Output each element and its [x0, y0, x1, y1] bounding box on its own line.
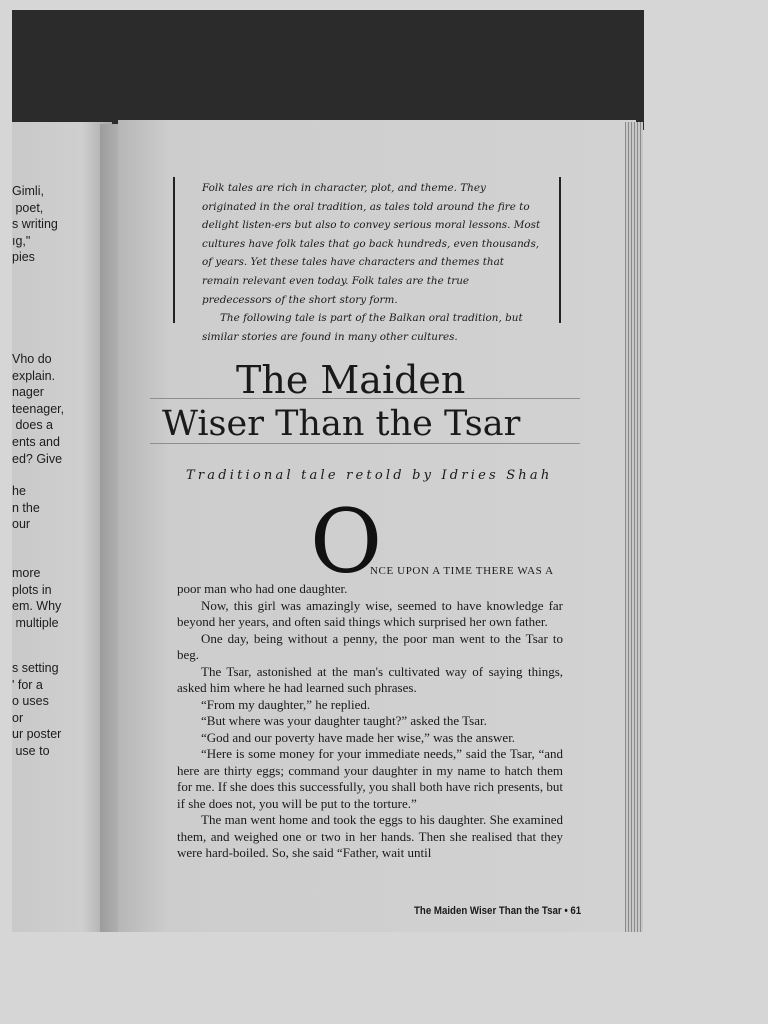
story-paragraph: The man went home and took the eggs to his daughter. She examined them, and weighed one or two in her hands. Then she realised that they were hard-boiled. So, she said “Father, wait until: [177, 812, 563, 860]
left-page-fragment: Vho do: [12, 352, 52, 366]
left-page-fragment: n the: [12, 500, 40, 515]
story-paragraph: “God and our poverty have made her wise,” was the answer.: [201, 729, 516, 745]
drop-cap: O: [310, 490, 383, 593]
title-line-1: The Maiden: [236, 358, 466, 402]
left-page-fragment: ur poster: [12, 727, 62, 742]
left-page-fragment: explain.: [12, 368, 56, 383]
byline: Traditional tale retold by Idries Shah: [186, 468, 553, 483]
left-page-fragment: use to: [12, 744, 50, 758]
intro-paragraph: Folk tales are rich in character, plot, and theme. They originated in the oral tradition, as tales told around the fire to delight listen-ers but also to convey serious moral lessons. Most cultures have folk tales that go back hundreds, even thousands, of years. Yet these tales have characters and themes that remain relevant even today. Folk tales are the true predecessors of the short story form.: [202, 182, 541, 306]
running-footer: The Maiden Wiser Than the Tsar • 61: [414, 905, 582, 917]
page-edge: [625, 122, 643, 932]
scanner-dark-area: [12, 10, 644, 130]
left-page-fragment: o uses: [12, 694, 49, 709]
left-page-fragment: plots in: [12, 582, 52, 597]
story-paragraph: The Tsar, astonished at the man's cultivated way of saying things, asked him where he had learned such phrases.: [177, 663, 563, 695]
intro-text: [202, 179, 542, 346]
left-page-fragment: nager: [12, 385, 44, 400]
left-page-fragment: ' for a: [12, 677, 43, 692]
left-page-fragment: ed? Give: [12, 451, 63, 466]
left-page-fragment: pies: [12, 250, 35, 265]
story-text: [177, 581, 563, 862]
left-page-fragment: s setting: [12, 661, 59, 675]
story-paragraph: “But where was your daughter taught?” asked the Tsar.: [201, 713, 487, 728]
left-page-fragment: more: [12, 566, 41, 580]
left-page-fragment: teenager,: [12, 401, 65, 416]
left-page: [12, 122, 112, 932]
story-paragraph: poor man who had one daughter.: [177, 581, 348, 596]
left-page-fragment: ıg,": [12, 233, 31, 248]
story-paragraph: “Here is some money for your immediate needs,” said the Tsar, “and here are thirty eggs; command your daughter in my name to hatch them for me. If she does this successfully, you shall both have rich presents, but if she does not, you will be put to the torture.”: [177, 746, 563, 811]
left-page-fragment: or: [12, 710, 24, 725]
left-page-fragment: multiple: [12, 615, 59, 630]
title-line-2: Wiser Than the Tsar: [162, 404, 521, 444]
story-paragraph: “From my daughter,” he replied.: [201, 696, 371, 712]
intro-paragraph: The following tale is part of the Balkan oral tradition, but similar stories are found in many other cultures.: [202, 312, 523, 343]
left-page-fragment: he: [12, 484, 26, 498]
left-page-fragment: our: [12, 517, 31, 532]
left-page-fragment: em. Why: [12, 599, 62, 614]
story-paragraph: Now, this girl was amazingly wise, seemed to have knowledge far beyond her years, and often said things which surprised her own father.: [177, 597, 563, 629]
left-page-fragment: poet,: [12, 200, 44, 215]
left-page-fragment: does a: [12, 418, 54, 433]
left-page-fragment: s writing: [12, 217, 58, 232]
left-page-fragment: Gimli,: [12, 184, 44, 198]
left-page-fragment: ents and: [12, 435, 60, 449]
story-paragraph: One day, being without a penny, the poor man went to the Tsar to beg.: [177, 630, 563, 662]
first-line-small-caps: NCE UPON A TIME THERE WAS A: [370, 565, 554, 577]
